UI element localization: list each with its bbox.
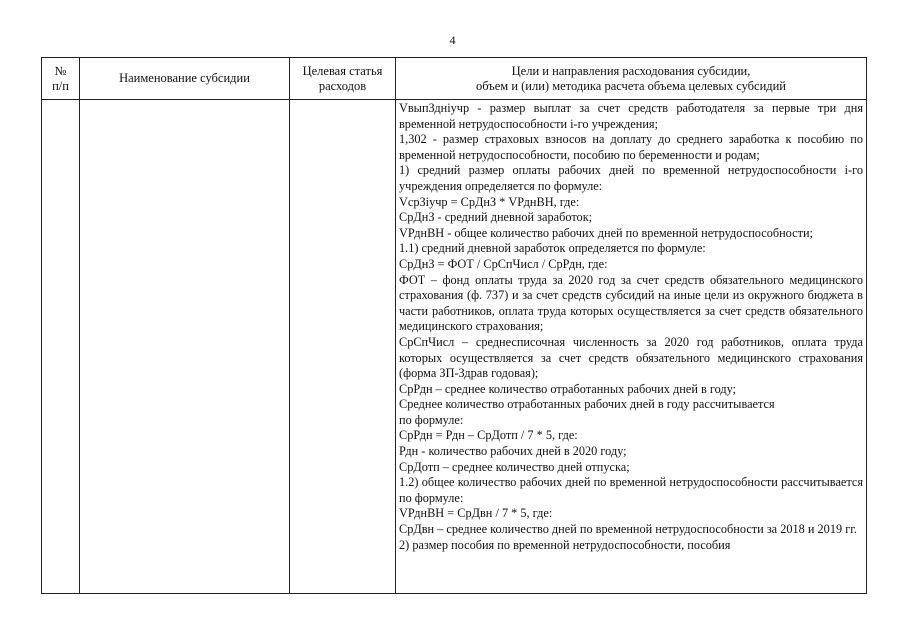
goals-content — [396, 100, 866, 553]
header-article-line1: Целевая статья — [302, 63, 383, 78]
cell-subsidy-name — [80, 100, 290, 594]
paragraph: СрРдн – среднее количество отработанных рабочих дней в году; — [399, 381, 737, 396]
paragraph: Рдн - количество рабочих дней в 2020 году; — [399, 444, 627, 459]
header-goals — [396, 58, 867, 100]
header-article-line2: расходов — [318, 78, 367, 93]
paragraph: Среднее количество отработанных рабочих дней в году рассчитывается — [399, 397, 775, 412]
paragraph: ФОТ – фонд оплаты труда за 2020 год за счет средств обязательного медицинского страхования (ф. 737) и за счет средств субсидий на иные цели из окружного бюджета в части работников, оплата труда которых осуществляется за счет средств обязательного медицинского страхования; — [399, 272, 863, 334]
paragraph: VРднВН - общее количество рабочих дней по временной нетрудоспособности; — [399, 225, 813, 240]
header-number-line1: № — [54, 63, 67, 78]
subsidy-table — [41, 57, 867, 594]
header-subsidy-name: Наименование субсидии — [80, 58, 290, 100]
paragraph: 1,302 - размер страховых взносов на доплату до среднего заработка к пособию по временной нетрудоспособности, пособию по беременности и родам; — [399, 132, 863, 162]
paragraph: СрДотп – среднее количество дней отпуска; — [399, 459, 630, 474]
paragraph: 1.1) средний дневной заработок определяется по формуле: — [399, 241, 706, 256]
formula-line: VсрЗiучр = СрДнЗ * VРднВН, где: — [399, 194, 580, 209]
header-number-line2: п/п — [52, 78, 69, 93]
paragraph: СрДвн – среднее количество дней по временной нетрудоспособности за 2018 и 2019 гг. — [399, 522, 857, 537]
formula-line: СрДнЗ = ФОТ / СрСпЧисл / СрРдн, где: — [399, 256, 608, 271]
cell-goals — [396, 100, 867, 594]
formula-line: СрРдн = Рдн – СрДотп / 7 * 5, где: — [399, 428, 578, 443]
paragraph: 1.2) общее количество рабочих дней по временной нетрудоспособности рассчитывается по формуле: — [399, 475, 863, 505]
paragraph: СрДнЗ - средний дневной заработок; — [399, 210, 593, 225]
header-goals-line2: объем и (или) методика расчета объема целевых субсидий — [475, 78, 786, 93]
formula-line: VРднВН = СрДвн / 7 * 5, где: — [399, 506, 553, 521]
paragraph: 1) средний размер оплаты рабочих дней по временной нетрудоспособности i-го учреждения определяется по формуле: — [399, 163, 863, 193]
table-header-row — [42, 58, 867, 100]
paragraph: по формуле: — [399, 412, 464, 427]
cell-number — [42, 100, 80, 594]
header-number — [42, 58, 80, 100]
paragraph: СрСпЧисл – среднесписочная численность за 2020 год работников, оплата труда которых осуществляется за счет средств обязательного медицинского страхования (форма ЗП-Здрав годовая); — [399, 334, 863, 381]
header-target-article — [290, 58, 396, 100]
paragraph: 2) размер пособия по временной нетрудоспособности, пособия — [399, 537, 731, 552]
table-row — [42, 100, 867, 594]
header-goals-line1: Цели и направления расходования субсидии, — [511, 63, 751, 78]
paragraph: VвыпЗднiучр - размер выплат за счет средств работодателя за первые три дня временной нетрудоспособности i-го учреждения; — [399, 101, 863, 131]
page-number: 4 — [449, 33, 456, 47]
cell-target-article — [290, 100, 396, 594]
